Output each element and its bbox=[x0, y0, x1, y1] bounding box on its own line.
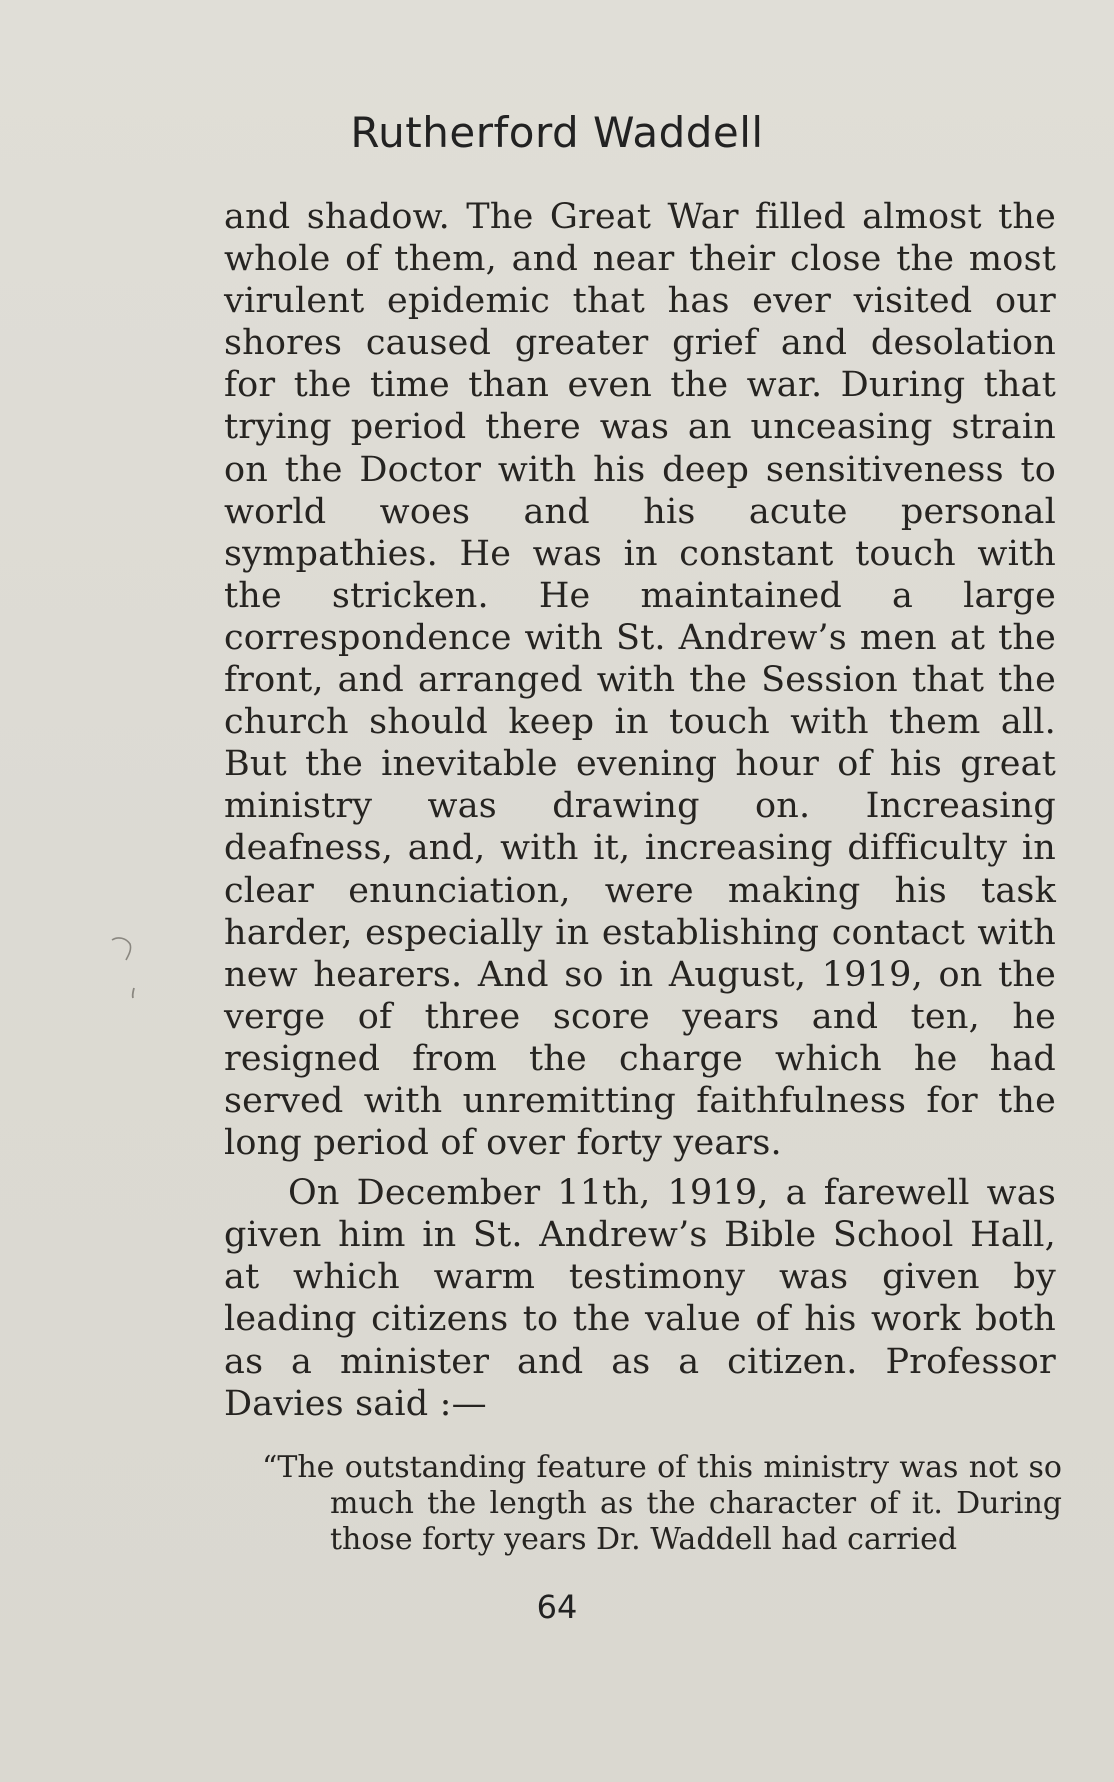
body-text bbox=[224, 196, 1056, 1425]
page-number: 64 bbox=[536, 1588, 578, 1626]
running-head-title: Rutherford Waddell bbox=[350, 108, 764, 157]
body-paragraph-2: On December 11th, 1919, a farewell was given him in St. Andrew’s Bible School Hall, at which warm testimony was given by leading citizens to the value of his work both as a minister and as a citizen. Professor Davies said :— bbox=[224, 1173, 1056, 1424]
margin-smudge-mark bbox=[108, 932, 138, 1002]
body-paragraph-1: and shadow. The Great War filled almost the whole of them, and near their close the most virulent epidemic that has ever visited our shores caused greater grief and desolation for the time than even the war. During that trying period there was an unceasing strain on the Doctor with his deep sensitiveness to world woes and his acute personal sympathies. He was in constant touch with the stricken. He maintained a large correspondence with St. Andrew’s men at the front, and arranged with the Session that the church should keep in touch with them all. But the inevitable evening hour of his great ministry was drawing on. Increasing deafness, and, with it, increasing difficulty in clear enunciation, were making his task harder, especially in establishing contact with new hearers. And so in August, 1919, on the verge of three score years and ten, he resigned from the charge which he had served with unremitting faithfulness for the long period of over forty years. bbox=[224, 197, 1056, 1164]
block-quote: “The outstanding feature of this ministry was not so much the length as the character of it. During those forty years Dr. Waddell had carried bbox=[262, 1450, 1062, 1557]
